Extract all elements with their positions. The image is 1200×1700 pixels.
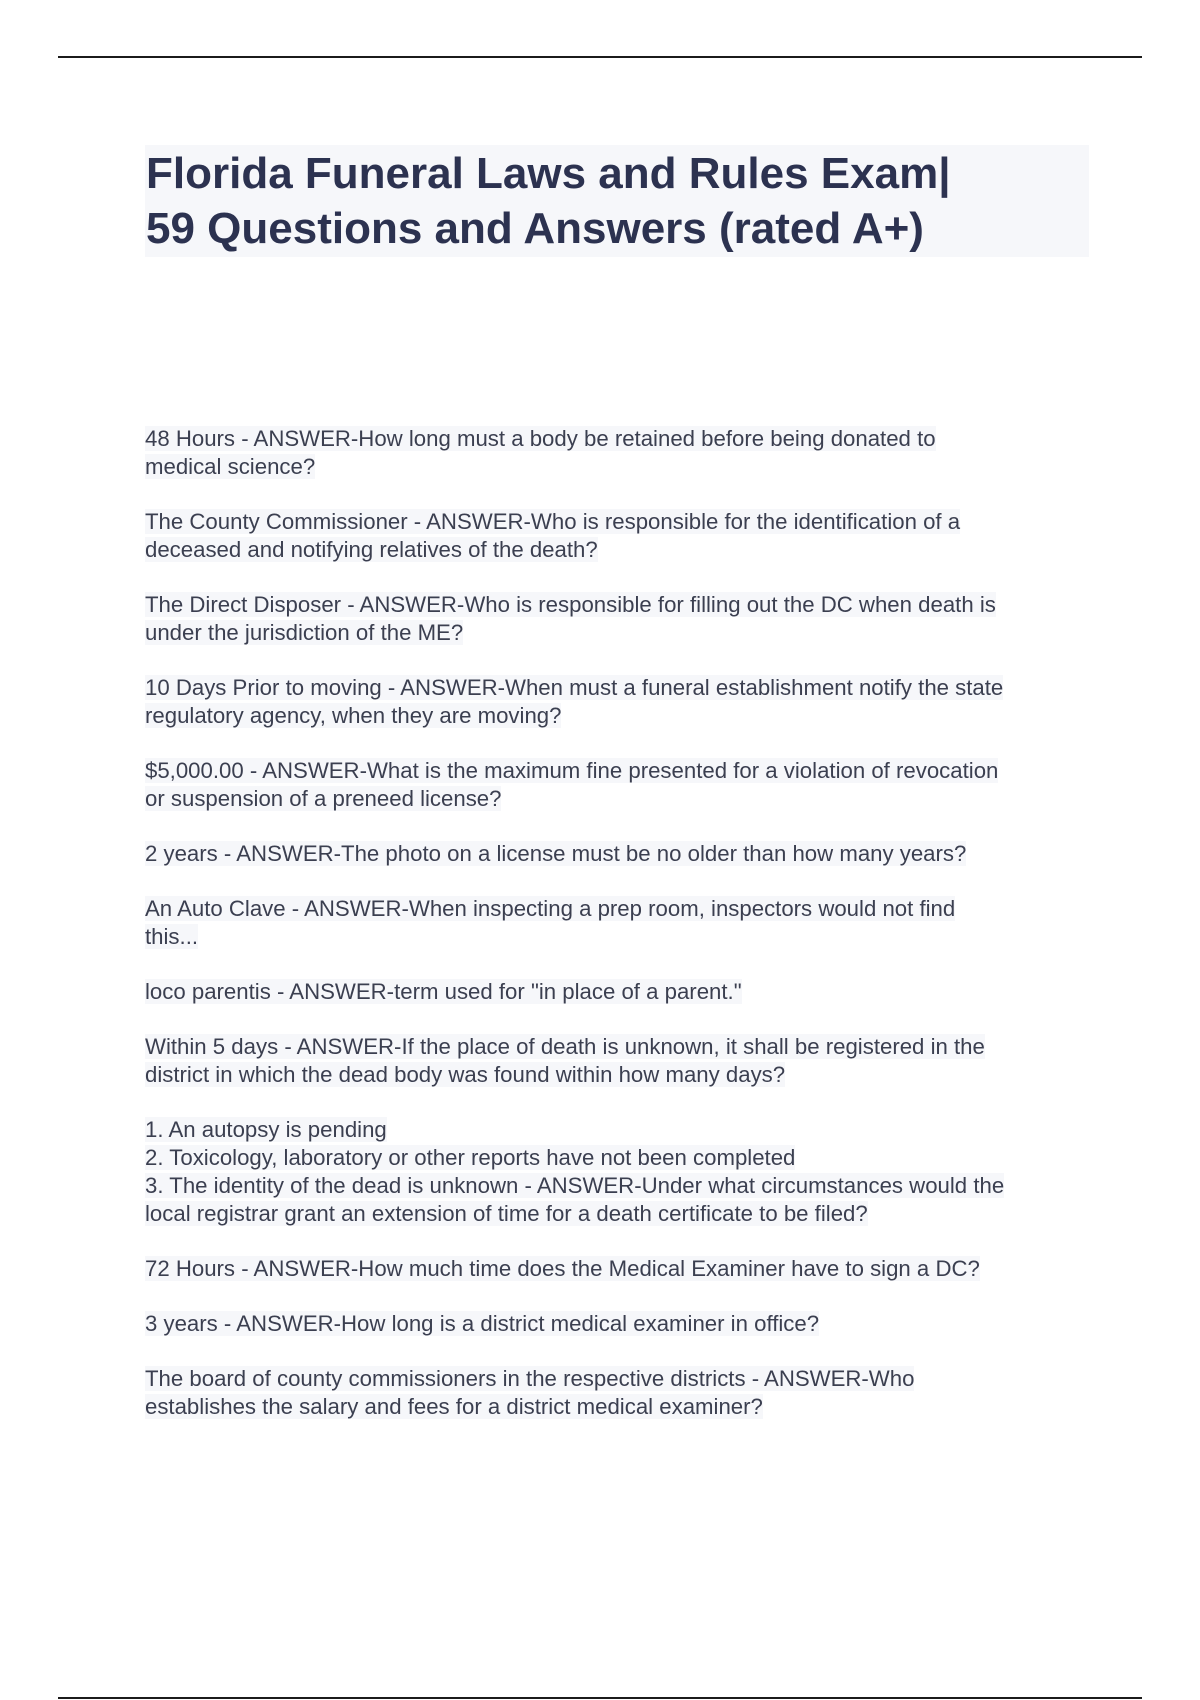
qa-line-text: district in which the dead body was found within how many days? <box>145 1062 786 1087</box>
qa-line <box>145 1310 1095 1338</box>
header-rule <box>58 56 1142 58</box>
qa-line <box>145 923 1095 951</box>
qa-item <box>145 1255 1095 1283</box>
title-line: Florida Funeral Laws and Rules Exam| <box>146 149 951 198</box>
qa-line-text: loco parentis - ANSWER-term used for "in place of a parent." <box>145 979 742 1004</box>
qa-line <box>145 1144 1095 1172</box>
qa-line-text: or suspension of a preneed license? <box>145 786 502 811</box>
qa-line <box>145 1365 1095 1393</box>
qa-line <box>145 978 1095 1006</box>
qa-line-text: 10 Days Prior to moving - ANSWER-When must a funeral establishment notify the state <box>145 675 1004 700</box>
qa-item <box>145 508 1095 564</box>
qa-line-text: Within 5 days - ANSWER-If the place of death is unknown, it shall be registered in the <box>145 1034 985 1059</box>
qa-line-text: The board of county commissioners in the respective districts - ANSWER-Who <box>145 1366 915 1391</box>
qa-line-text: 1. An autopsy is pending <box>145 1117 387 1142</box>
qa-line <box>145 1200 1095 1228</box>
qa-line-text: deceased and notifying relatives of the death? <box>145 537 598 562</box>
qa-item <box>145 425 1095 481</box>
qa-line <box>145 1116 1095 1144</box>
qa-line <box>145 757 1095 785</box>
qa-line-text: establishes the salary and fees for a district medical examiner? <box>145 1394 763 1419</box>
qa-line-text: $5,000.00 - ANSWER-What is the maximum fine presented for a violation of revocation <box>145 758 999 783</box>
qa-line-text: local registrar grant an extension of time for a death certificate to be filed? <box>145 1201 868 1226</box>
qa-item <box>145 840 1095 868</box>
qa-line-text: this... <box>145 924 199 949</box>
qa-line <box>145 840 1095 868</box>
qa-line <box>145 1033 1095 1061</box>
qa-line <box>145 702 1095 730</box>
qa-line <box>145 425 1095 453</box>
qa-line-text: under the jurisdiction of the ME? <box>145 620 464 645</box>
title-line: 59 Questions and Answers (rated A+) <box>146 204 924 253</box>
qa-line-text: regulatory agency, when they are moving? <box>145 703 562 728</box>
qa-list <box>145 425 1095 1448</box>
qa-line <box>145 508 1095 536</box>
qa-line-text: 72 Hours - ANSWER-How much time does the Medical Examiner have to sign a DC? <box>145 1256 980 1281</box>
qa-line-text: 3 years - ANSWER-How long is a district medical examiner in office? <box>145 1311 820 1336</box>
document-title <box>146 146 1086 256</box>
qa-line <box>145 453 1095 481</box>
qa-line <box>145 785 1095 813</box>
qa-line <box>145 619 1095 647</box>
qa-line-text: 2 years - ANSWER-The photo on a license must be no older than how many years? <box>145 841 967 866</box>
qa-line <box>145 536 1095 564</box>
qa-line-text: 48 Hours - ANSWER-How long must a body be retained before being donated to <box>145 426 936 451</box>
qa-line <box>145 1061 1095 1089</box>
qa-line-text: An Auto Clave - ANSWER-When inspecting a prep room, inspectors would not find <box>145 896 956 921</box>
qa-line <box>145 895 1095 923</box>
qa-line-text: 3. The identity of the dead is unknown - ANSWER-Under what circumstances would the <box>145 1173 1005 1198</box>
qa-line-text: 2. Toxicology, laboratory or other reports have not been completed <box>145 1145 796 1170</box>
qa-item <box>145 757 1095 813</box>
footer-rule <box>58 1697 1142 1699</box>
qa-item <box>145 674 1095 730</box>
qa-item <box>145 978 1095 1006</box>
qa-item <box>145 1033 1095 1089</box>
qa-line-text: The County Commissioner - ANSWER-Who is responsible for the identification of a <box>145 509 961 534</box>
qa-item <box>145 591 1095 647</box>
qa-line <box>145 1393 1095 1421</box>
qa-item <box>145 895 1095 951</box>
qa-line <box>145 674 1095 702</box>
qa-item <box>145 1365 1095 1421</box>
qa-line <box>145 591 1095 619</box>
qa-line <box>145 1172 1095 1200</box>
qa-line-text: The Direct Disposer - ANSWER-Who is responsible for filling out the DC when death is <box>145 592 996 617</box>
qa-item <box>145 1310 1095 1338</box>
qa-line <box>145 1255 1095 1283</box>
qa-item <box>145 1116 1095 1228</box>
qa-line-text: medical science? <box>145 454 316 479</box>
